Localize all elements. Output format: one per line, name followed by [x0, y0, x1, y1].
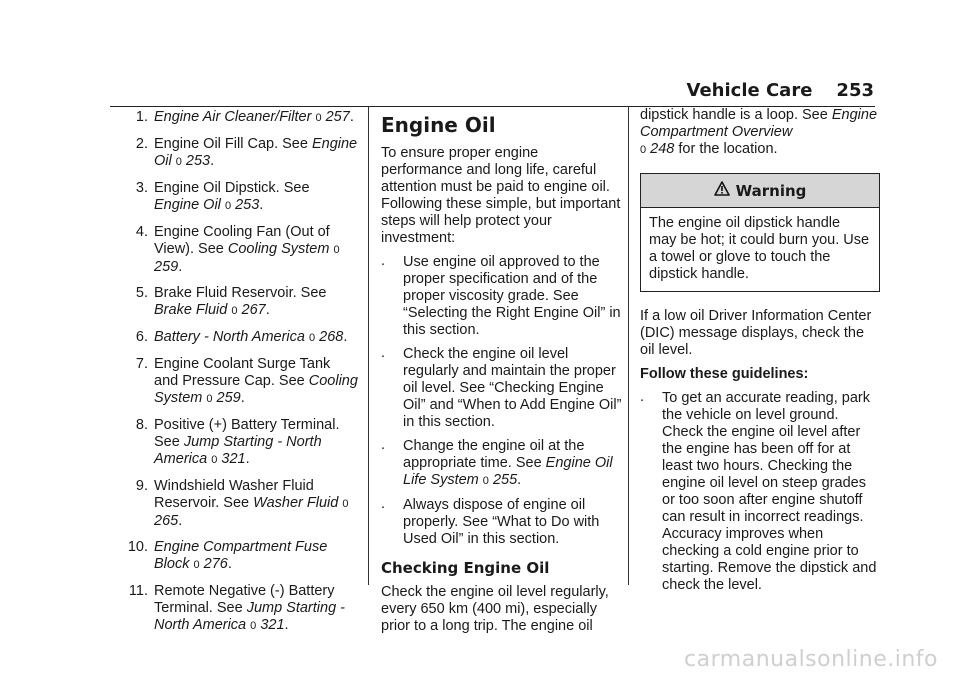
page-ref[interactable]: 265: [154, 513, 179, 529]
page-ref[interactable]: 321: [221, 451, 246, 467]
list-item: [122, 583, 358, 635]
cross-reference-link[interactable]: Cooling System: [154, 373, 358, 406]
list-item: [122, 417, 358, 469]
punctuation: .: [517, 472, 522, 488]
right-column: [640, 107, 880, 601]
list-text: Engine Oil Fill Cap. See: [154, 136, 308, 152]
punctuation: .: [210, 153, 215, 169]
list-number: 4.: [135, 224, 148, 240]
page-ref-arrow-icon: 0: [250, 620, 257, 632]
punctuation: .: [245, 451, 250, 467]
bullet-item: [381, 497, 623, 548]
list-number: 8.: [135, 417, 148, 433]
page-header: [687, 80, 874, 101]
page-ref[interactable]: 255: [492, 472, 518, 488]
bullet-text: Always dispose of engine oil properly. See “What to Do with Used Oil” in this section.: [403, 497, 600, 547]
page-ref-arrow-icon: 0: [315, 112, 322, 124]
warning-header: [641, 174, 879, 208]
cross-reference-link[interactable]: Engine Air Cleaner/Filter: [154, 109, 312, 125]
bullet-text: To get an accurate reading, park the vehicle on level ground. Check the engine oil level after the engine has been off for at least two hours. Checking the engine oil level on steep grades or too soon after engine shutoff can result in incorrect readings. Accuracy improves when checking a cold engine prior to starting. Remove the dipstick and check the level.: [662, 390, 877, 593]
list-item: [122, 180, 358, 215]
punctuation: .: [178, 513, 183, 529]
list-item: [122, 136, 358, 171]
warning-triangle-icon: [714, 181, 730, 199]
list-item: [122, 329, 358, 347]
bullet-glyph: .: [640, 389, 645, 405]
checking-paragraph: Check the engine oil level regularly, every 650 km (400 mi), especially prior to a long trip. The engine oil: [381, 584, 609, 634]
low-oil-paragraph: If a low oil Driver Information Center (DIC) message displays, check the oil level.: [640, 308, 872, 358]
list-item: [122, 285, 358, 320]
page-ref[interactable]: 253: [235, 197, 260, 213]
punctuation: .: [178, 259, 183, 275]
continued-text: dipstick handle is a loop. See: [640, 107, 828, 123]
bullet-item: [381, 438, 623, 490]
page-ref-arrow-icon: 0: [175, 156, 182, 168]
list-text: Remote Negative (-) Battery Terminal. See: [154, 583, 335, 616]
cross-reference-link[interactable]: Jump Starting - North America: [154, 434, 322, 467]
bullet-item: [381, 346, 623, 431]
cross-reference-link[interactable]: Engine Oil Life System: [403, 455, 613, 488]
list-text: Positive (+) Battery Terminal. See: [154, 417, 340, 450]
list-number: 1.: [135, 109, 148, 125]
list-text: Engine Cooling Fan (Out of View). See: [154, 224, 330, 257]
list-number: 7.: [135, 356, 148, 372]
list-text: Engine Oil Dipstick. See: [154, 180, 310, 196]
page-ref-arrow-icon: 0: [640, 144, 647, 156]
list-number: 6.: [135, 329, 148, 345]
page-ref[interactable]: 268: [319, 329, 344, 345]
bullet-glyph: .: [381, 496, 386, 512]
page-ref-arrow-icon: 0: [206, 393, 213, 405]
bullet-item: [640, 390, 880, 594]
bullet-glyph: .: [381, 437, 386, 453]
warning-title: Warning: [735, 182, 807, 200]
list-item: [122, 224, 358, 276]
engine-oil-column: [381, 107, 623, 642]
checking-engine-oil-heading: Checking Engine Oil: [381, 559, 550, 577]
column-divider-2: [628, 107, 629, 585]
list-number: 5.: [135, 285, 148, 301]
page-ref[interactable]: 253: [185, 153, 211, 169]
list-number: 11.: [128, 583, 148, 599]
engine-oil-intro: To ensure proper engine performance and long life, careful attention must be paid to engine oil. Following these simple, but important steps will help protect your investment:: [381, 145, 621, 246]
bullet-text: Check the engine oil level regularly and maintain the proper oil level. See “Checking Engine Oil” and “When to Add Engine Oil” in this section.: [403, 346, 622, 430]
punctuation: .: [265, 302, 270, 318]
page-ref-arrow-icon: 0: [342, 498, 349, 510]
page-ref-arrow-icon: 0: [231, 305, 238, 317]
page-ref[interactable]: 248: [650, 141, 675, 157]
cross-reference-link[interactable]: Washer Fluid: [253, 495, 339, 511]
cross-reference-link[interactable]: Engine Oil: [154, 197, 221, 213]
punctuation: .: [284, 617, 289, 633]
warning-text: The engine oil dipstick handle may be hot; it could burn you. Use a towel or glove to touch the dipstick handle.: [649, 215, 870, 282]
bullet-text: Change the engine oil at the appropriate time. See: [403, 438, 585, 471]
page-ref-arrow-icon: 0: [482, 475, 489, 487]
watermark: carmanualsonline.info: [684, 647, 938, 672]
engine-compartment-list: [122, 107, 358, 635]
list-item: [122, 478, 358, 530]
page-ref[interactable]: 276: [203, 556, 228, 572]
list-text: Engine Coolant Surge Tank and Pressure Cap. See: [154, 356, 331, 389]
punctuation: .: [343, 329, 348, 345]
list-number: 3.: [135, 180, 148, 196]
page-ref-arrow-icon: 0: [193, 559, 200, 571]
bullet-item: [381, 254, 623, 339]
continued-paragraph: [640, 107, 880, 159]
page-ref-arrow-icon: 0: [333, 244, 340, 256]
cross-reference-link[interactable]: Jump Starting - North America: [154, 600, 346, 633]
cross-reference-link[interactable]: Engine Compartment Overview: [640, 107, 878, 140]
list-item: [122, 109, 358, 127]
guidelines-heading: Follow these guidelines:: [640, 366, 809, 382]
punctuation: .: [240, 390, 245, 406]
punctuation: .: [227, 556, 232, 572]
page-number: 253: [836, 80, 874, 101]
list-text: Brake Fluid Reservoir. See: [154, 285, 327, 301]
page-ref[interactable]: 259: [154, 259, 179, 275]
page-ref-arrow-icon: 0: [224, 200, 232, 212]
bullet-text: Use engine oil approved to the proper specification and of the proper viscosity grade. See “Selecting the Right Engine Oil” in this section.: [403, 254, 621, 338]
section-title: Vehicle Care: [686, 80, 813, 101]
page-ref-arrow-icon: 0: [308, 332, 316, 344]
column-divider-1: [368, 107, 369, 585]
cross-reference-link[interactable]: Engine Compartment Fuse Block: [154, 539, 328, 572]
page-ref[interactable]: 321: [260, 617, 285, 633]
cross-reference-link[interactable]: Cooling System: [227, 241, 330, 257]
list-number: 9.: [135, 478, 148, 494]
punctuation: .: [349, 109, 354, 125]
list-number: 10.: [127, 539, 148, 555]
cross-reference-link[interactable]: Engine Oil: [154, 136, 358, 169]
engine-oil-heading: Engine Oil: [381, 113, 496, 137]
warning-box: [640, 173, 880, 292]
continued-suffix: for the location.: [674, 141, 778, 157]
list-item: [122, 539, 358, 574]
page-ref[interactable]: 267: [241, 302, 266, 318]
page-ref[interactable]: 259: [216, 390, 241, 406]
cross-reference-link[interactable]: Battery - North America: [154, 329, 305, 345]
bullet-glyph: .: [381, 345, 386, 361]
list-number: 2.: [135, 136, 148, 152]
bullet-glyph: .: [381, 253, 386, 269]
page-ref-arrow-icon: 0: [211, 454, 218, 466]
list-item: [122, 356, 358, 408]
cross-reference-link[interactable]: Brake Fluid: [154, 302, 228, 318]
list-text: Windshield Washer Fluid Reservoir. See: [154, 478, 314, 511]
page-ref[interactable]: 257: [325, 109, 350, 125]
punctuation: .: [259, 197, 264, 213]
